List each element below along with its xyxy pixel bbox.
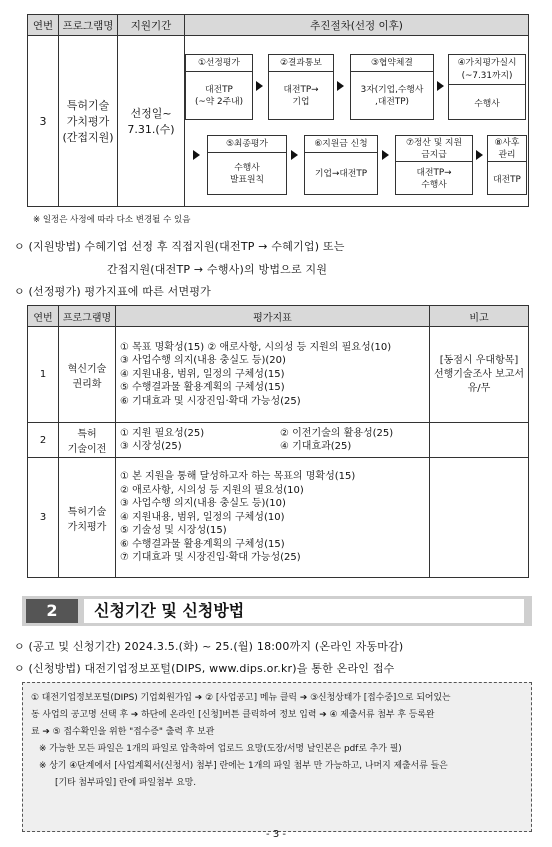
eval-col-program: 프로그램명 [59,306,116,327]
arrow-icon [337,81,344,91]
flow-step-title: ⑥지원금 신청 [305,136,377,153]
eval-row-program [59,327,116,423]
flow-step-title: ④가치평가실시 (~7.31까지) [449,55,525,85]
eval-row-no: 2 [28,423,59,458]
criteria-item: ⑥ 기대효과 및 시장진입·확대 가능성(25) [120,395,301,407]
apply-period-line: ㅇ (공고 및 신청기간) 2024.3.5.(화) ~ 25.(월) 18:00까지 (온라인 자동마감) [14,640,404,653]
step-line: ① 대전기업정보포털(DIPS) 기업회원가입 ➔ ② [사업공고] 메뉴 클릭 ➔ ③신청상태가 [접수중]으로 되어있는 [31,693,451,703]
criteria-item: ③ 사업수행 의지(내용 충실도 등)(10) [120,498,286,510]
support-method-line1: ㅇ (지원방법) 수혜기업 선정 후 직접지원(대전TP → 수혜기업) 또는 [14,240,345,253]
eval-note-empty [430,458,529,578]
criteria-item: ③ 사업수행 의지(내용 충실도 등)(20) [120,355,286,367]
flow-step-5 [207,135,287,195]
flow-step-7 [395,135,473,195]
flow-step-4 [448,54,526,120]
program-line: 권리화 [72,378,102,390]
program-line: 가치평가 [67,521,107,533]
evaluation-table [27,305,529,578]
program-line: 특허 [77,429,97,440]
flow-step-title: ①선정평가 [186,55,252,72]
box-note: ※ 가능한 모든 파일은 1개의 파일로 압축하여 업로드 요망(도장/서명 날인본은 pdf로 추가 필) [39,744,402,754]
row-period [118,36,185,207]
section-number: 2 [26,599,78,623]
table-row [28,327,529,423]
col-no: 연번 [28,15,59,36]
box-note: [기타 첨부파일] 란에 파일첨부 요망. [55,778,197,788]
eval-col-note: 비고 [430,306,529,327]
eval-row-program [59,458,116,578]
criteria-item: ② 이전기술의 활용성(25) [280,427,394,439]
criteria-item: ⑤ 수행결과물 활용계획의 구체성(15) [120,382,285,394]
criteria-item: ⑤ 기술성 및 시장성(15) [120,525,227,537]
flow-step-body: 수행사 [421,179,447,190]
criteria-item: ⑥ 수행결과물 활용계획의 구체성(15) [120,538,285,550]
program-line: 특허기술 [66,99,110,112]
flow-step-body: 대전TP [205,84,233,95]
arrow-icon [437,81,444,91]
support-method-line2: 간접지원(대전TP → 수행사)의 방법으로 지원 [107,263,328,276]
eval-criteria [116,423,430,458]
flow-step-body: ,대전TP) [375,96,409,107]
apply-steps-box [22,682,532,832]
arrow-icon [382,150,389,160]
flow-step-body: 발표원칙 [230,174,264,185]
table-row [28,458,529,578]
eval-row-program [59,423,116,458]
col-period: 지원기간 [118,15,185,36]
eval-row-no: 1 [28,327,59,423]
flow-step-8 [487,135,527,195]
flow-step-1 [185,54,253,120]
row-no: 3 [28,36,59,207]
eval-note-empty [430,423,529,458]
flow-step-title: ⑤최종평가 [208,136,286,153]
arrow-icon [291,150,298,160]
eval-criteria [116,327,430,423]
flow-step-2 [268,54,334,120]
note-line: 유/무 [467,382,491,394]
note-line: 선행기술조사 보고서 [433,368,525,380]
page-number: - 3 - [266,829,286,840]
flow-step-body: 대전TP→ [416,167,452,178]
criteria-item: ② 애로사항, 시의성 등 지원의 필요성(10) [120,484,304,496]
note-line: [동점시 우대항목] [439,354,519,366]
flow-step-body: 수행사 [474,99,500,109]
flow-step-body: (~약 2주내) [194,96,244,107]
eval-row-no: 3 [28,458,59,578]
criteria-item: ① 지원 필요성(25) [120,427,205,439]
criteria-item: ③ 시장성(25) [120,441,182,452]
program-line: 혁신기술 [67,363,107,375]
arrow-icon [256,81,263,91]
apply-method-line: ㅇ (신청방법) 대전기업정보포털(DIPS, www.dips.or.kr)을 통한 온라인 접수 [14,662,395,675]
program-line: 특허기술 [67,506,107,518]
flow-step-6 [304,135,378,195]
box-note: ※ 상기 ④단계에서 [사업계획서(신청서) 첨부] 란에는 1개의 파일 첨부 만 가능하고, 나머지 제출서류 들은 [39,761,448,771]
period-line: 7.31.(수) [127,123,175,136]
criteria-item: ④ 지원내용, 범위, 일정의 구체성(10) [120,511,285,523]
step-line: 동 사업의 공고명 선택 후 ➔ 하단에 온라인 [신청]버튼 클릭하여 정보 입력 ➔ ④ 제출서류 첨부 후 등록완 [31,710,435,720]
flow-step-body: 수행사 [234,162,260,173]
flow-step-title: ②결과통보 [269,55,333,72]
selection-eval-line: ㅇ (선정평가) 평가지표에 따른 서면평가 [14,285,211,298]
flow-step-3 [350,54,434,120]
col-procedure: 추진절차(선정 이후) [185,15,529,36]
eval-criteria [116,458,430,578]
eval-note [430,327,529,423]
flow-step-body: 기업 [292,96,310,107]
flow-step-title: ③협약체결 [351,55,433,72]
arrow-icon [193,150,200,160]
flow-step-body: 기업→대전TP [314,168,368,179]
criteria-item: ⑦ 기대효과 및 시장진입·확대 가능성(25) [120,552,301,564]
section-heading [22,596,532,626]
flow-step-title: ⑦정산 및 지원금지급 [396,136,472,162]
eval-col-no: 연번 [28,306,59,327]
program-line: 가치평가 [66,115,110,128]
row-program [59,36,118,207]
eval-col-criteria: 평가지표 [116,306,430,327]
arrow-icon [476,150,483,160]
col-program: 프로그램명 [59,15,118,36]
criteria-item: ④ 기대효과(25) [280,441,352,452]
program-line: 기술이전 [67,444,107,455]
flow-step-body: 3자(기업,수행사 [360,84,424,95]
criteria-item: ① 목표 명확성(15) ② 애로사항, 시의성 등 지원의 필요성(10) [120,341,392,353]
flow-step-body: 대전TP [493,175,521,185]
schedule-note: ※ 일정은 사정에 따라 다소 변경될 수 있음 [33,215,191,225]
flow-step-title: ⑧사후 관리 [488,136,526,162]
criteria-item: ④ 지원내용, 범위, 일정의 구체성(15) [120,368,285,380]
section-title: 신청기간 및 신청방법 [84,599,524,623]
step-line: 료 ➔ ⑤ 접수확인을 위한 "접수증" 출력 후 보관 [31,727,215,737]
criteria-item: ① 본 지원을 통해 달성하고자 하는 목표의 명확성(15) [120,471,356,483]
period-line: 선정일~ [130,107,172,120]
flow-step-body: 대전TP→ [283,84,319,95]
program-line: (간접지원) [62,131,114,144]
table-row [28,423,529,458]
